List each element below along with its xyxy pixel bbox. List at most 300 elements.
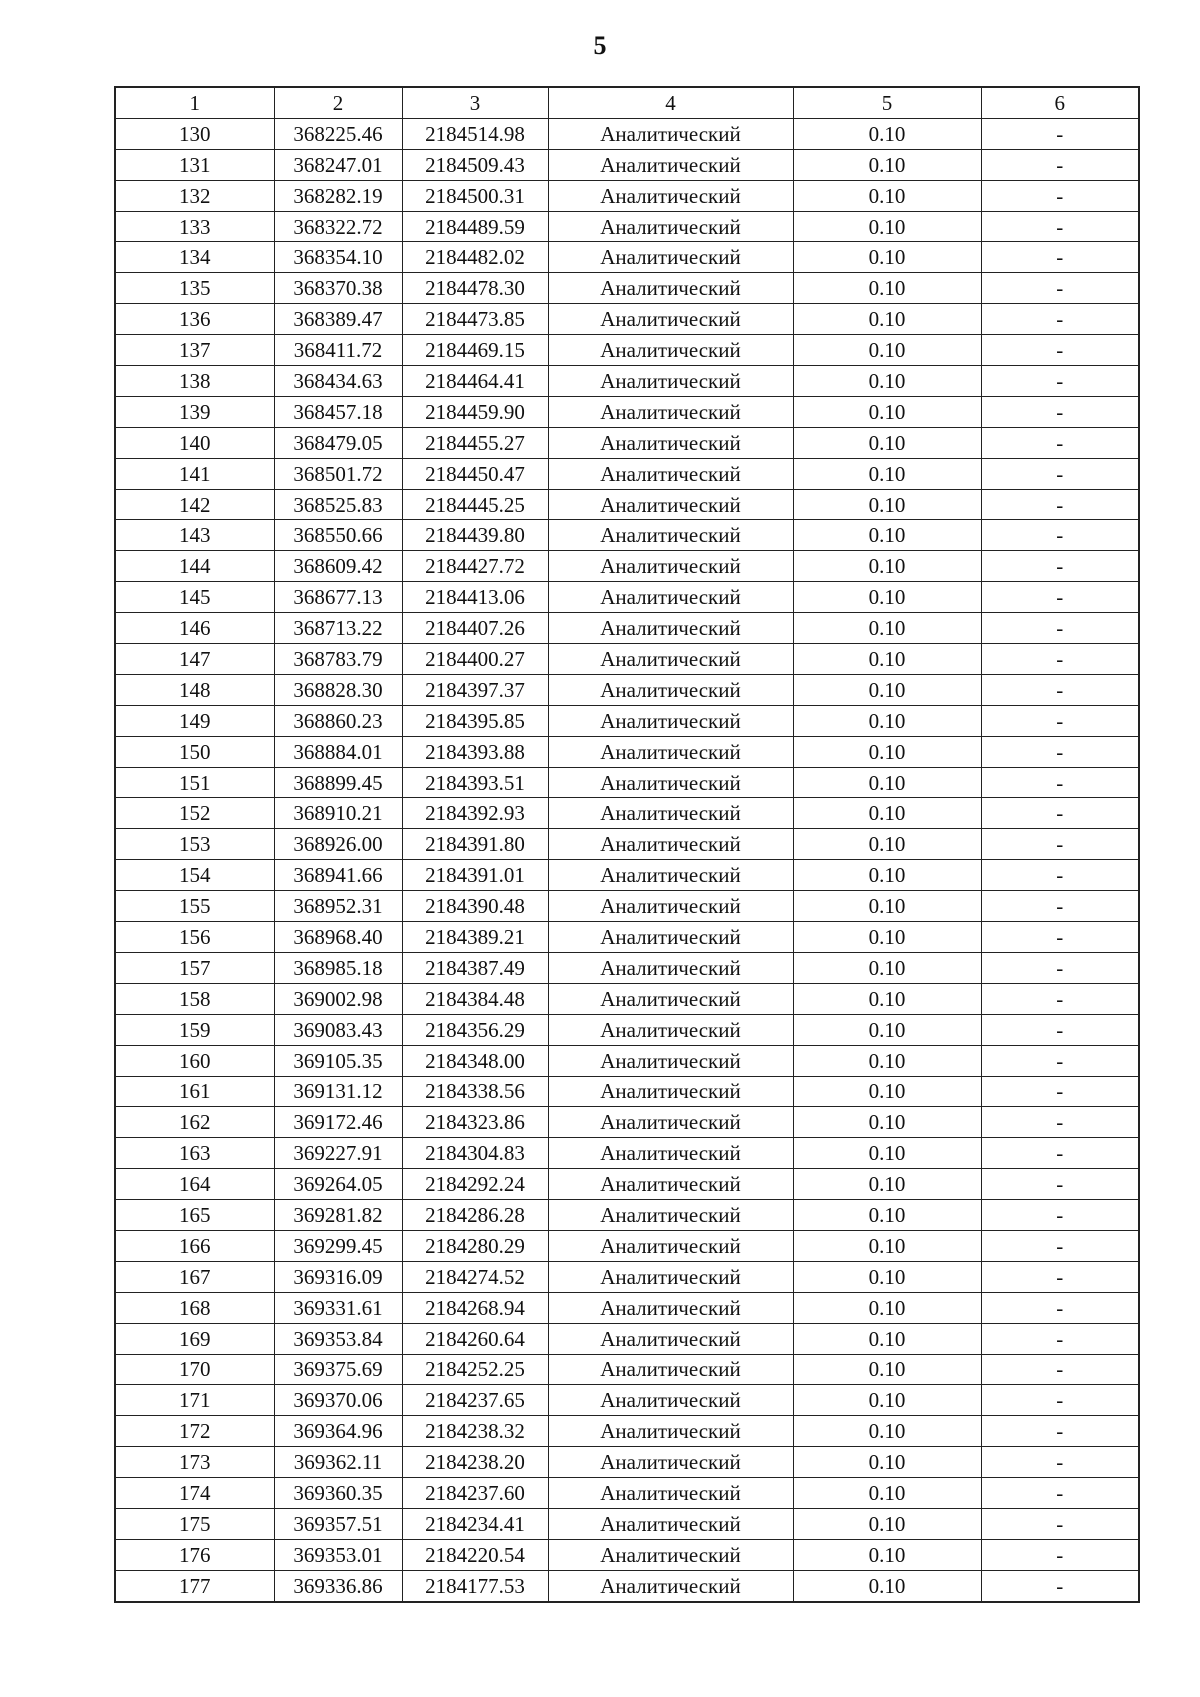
point-number-cell: 151	[115, 767, 274, 798]
accuracy-cell: 0.10	[793, 922, 981, 953]
accuracy-cell: 0.10	[793, 1230, 981, 1261]
note-cell: -	[981, 1447, 1139, 1478]
method-cell: Аналитический	[548, 582, 793, 613]
x-coordinate-cell: 368926.00	[274, 829, 402, 860]
note-cell: -	[981, 1261, 1139, 1292]
accuracy-cell: 0.10	[793, 335, 981, 366]
accuracy-cell: 0.10	[793, 1107, 981, 1138]
x-coordinate-cell: 369353.84	[274, 1323, 402, 1354]
table-row	[115, 582, 1139, 613]
method-cell: Аналитический	[548, 767, 793, 798]
y-coordinate-cell: 2184397.37	[402, 674, 548, 705]
table-row	[115, 1138, 1139, 1169]
accuracy-cell: 0.10	[793, 1447, 981, 1478]
header-cell: 2	[274, 87, 402, 118]
point-number-cell: 157	[115, 952, 274, 983]
method-cell: Аналитический	[548, 1230, 793, 1261]
table-row	[115, 366, 1139, 397]
point-number-cell: 152	[115, 798, 274, 829]
point-number-cell: 167	[115, 1261, 274, 1292]
method-cell: Аналитический	[548, 1107, 793, 1138]
point-number-cell: 173	[115, 1447, 274, 1478]
y-coordinate-cell: 2184407.26	[402, 613, 548, 644]
method-cell: Аналитический	[548, 1354, 793, 1385]
accuracy-cell: 0.10	[793, 1539, 981, 1570]
method-cell: Аналитический	[548, 613, 793, 644]
accuracy-cell: 0.10	[793, 736, 981, 767]
point-number-cell: 138	[115, 366, 274, 397]
accuracy-cell: 0.10	[793, 798, 981, 829]
header-cell: 1	[115, 87, 274, 118]
table-row	[115, 489, 1139, 520]
x-coordinate-cell: 369370.06	[274, 1385, 402, 1416]
note-cell: -	[981, 1169, 1139, 1200]
x-coordinate-cell: 369002.98	[274, 983, 402, 1014]
table-row	[115, 1076, 1139, 1107]
accuracy-cell: 0.10	[793, 551, 981, 582]
method-cell: Аналитический	[548, 180, 793, 211]
header-cell: 6	[981, 87, 1139, 118]
table-row	[115, 1570, 1139, 1601]
method-cell: Аналитический	[548, 1570, 793, 1601]
x-coordinate-cell: 368389.47	[274, 304, 402, 335]
y-coordinate-cell: 2184514.98	[402, 118, 548, 149]
table-row	[115, 1045, 1139, 1076]
x-coordinate-cell: 368985.18	[274, 952, 402, 983]
note-cell: -	[981, 242, 1139, 273]
accuracy-cell: 0.10	[793, 613, 981, 644]
method-cell: Аналитический	[548, 427, 793, 458]
table-row	[115, 922, 1139, 953]
x-coordinate-cell: 369357.51	[274, 1508, 402, 1539]
accuracy-cell: 0.10	[793, 396, 981, 427]
accuracy-cell: 0.10	[793, 458, 981, 489]
point-number-cell: 166	[115, 1230, 274, 1261]
note-cell: -	[981, 366, 1139, 397]
accuracy-cell: 0.10	[793, 211, 981, 242]
y-coordinate-cell: 2184390.48	[402, 891, 548, 922]
accuracy-cell: 0.10	[793, 1014, 981, 1045]
table-row	[115, 1107, 1139, 1138]
x-coordinate-cell: 369360.35	[274, 1478, 402, 1509]
method-cell: Аналитический	[548, 891, 793, 922]
accuracy-cell: 0.10	[793, 1323, 981, 1354]
table-row	[115, 1230, 1139, 1261]
method-cell: Аналитический	[548, 674, 793, 705]
point-number-cell: 153	[115, 829, 274, 860]
header-cell: 5	[793, 87, 981, 118]
method-cell: Аналитический	[548, 1014, 793, 1045]
table-row	[115, 613, 1139, 644]
table-row	[115, 736, 1139, 767]
method-cell: Аналитический	[548, 798, 793, 829]
point-number-cell: 136	[115, 304, 274, 335]
y-coordinate-cell: 2184292.24	[402, 1169, 548, 1200]
note-cell: -	[981, 118, 1139, 149]
method-cell: Аналитический	[548, 211, 793, 242]
table-row	[115, 798, 1139, 829]
table-row	[115, 520, 1139, 551]
y-coordinate-cell: 2184389.21	[402, 922, 548, 953]
point-number-cell: 149	[115, 705, 274, 736]
note-cell: -	[981, 149, 1139, 180]
table-row	[115, 180, 1139, 211]
y-coordinate-cell: 2184323.86	[402, 1107, 548, 1138]
x-coordinate-cell: 369172.46	[274, 1107, 402, 1138]
method-cell: Аналитический	[548, 1478, 793, 1509]
x-coordinate-cell: 368479.05	[274, 427, 402, 458]
method-cell: Аналитический	[548, 1169, 793, 1200]
point-number-cell: 144	[115, 551, 274, 582]
x-coordinate-cell: 368225.46	[274, 118, 402, 149]
table-row	[115, 242, 1139, 273]
method-cell: Аналитический	[548, 644, 793, 675]
accuracy-cell: 0.10	[793, 520, 981, 551]
y-coordinate-cell: 2184274.52	[402, 1261, 548, 1292]
point-number-cell: 140	[115, 427, 274, 458]
method-cell: Аналитический	[548, 1076, 793, 1107]
accuracy-cell: 0.10	[793, 273, 981, 304]
x-coordinate-cell: 369331.61	[274, 1292, 402, 1323]
accuracy-cell: 0.10	[793, 1261, 981, 1292]
accuracy-cell: 0.10	[793, 829, 981, 860]
point-number-cell: 141	[115, 458, 274, 489]
x-coordinate-cell: 368354.10	[274, 242, 402, 273]
method-cell: Аналитический	[548, 304, 793, 335]
x-coordinate-cell: 368828.30	[274, 674, 402, 705]
x-coordinate-cell: 368899.45	[274, 767, 402, 798]
x-coordinate-cell: 368550.66	[274, 520, 402, 551]
x-coordinate-cell: 368370.38	[274, 273, 402, 304]
note-cell: -	[981, 396, 1139, 427]
x-coordinate-cell: 368457.18	[274, 396, 402, 427]
y-coordinate-cell: 2184234.41	[402, 1508, 548, 1539]
point-number-cell: 135	[115, 273, 274, 304]
table-row	[115, 860, 1139, 891]
y-coordinate-cell: 2184489.59	[402, 211, 548, 242]
note-cell: -	[981, 1478, 1139, 1509]
note-cell: -	[981, 1076, 1139, 1107]
x-coordinate-cell: 368282.19	[274, 180, 402, 211]
y-coordinate-cell: 2184500.31	[402, 180, 548, 211]
note-cell: -	[981, 1570, 1139, 1601]
y-coordinate-cell: 2184400.27	[402, 644, 548, 675]
point-number-cell: 156	[115, 922, 274, 953]
note-cell: -	[981, 767, 1139, 798]
y-coordinate-cell: 2184391.01	[402, 860, 548, 891]
note-cell: -	[981, 582, 1139, 613]
y-coordinate-cell: 2184252.25	[402, 1354, 548, 1385]
point-number-cell: 172	[115, 1416, 274, 1447]
y-coordinate-cell: 2184392.93	[402, 798, 548, 829]
note-cell: -	[981, 1539, 1139, 1570]
header-row	[115, 87, 1139, 118]
accuracy-cell: 0.10	[793, 1508, 981, 1539]
note-cell: -	[981, 613, 1139, 644]
accuracy-cell: 0.10	[793, 1045, 981, 1076]
note-cell: -	[981, 829, 1139, 860]
accuracy-cell: 0.10	[793, 983, 981, 1014]
y-coordinate-cell: 2184348.00	[402, 1045, 548, 1076]
x-coordinate-cell: 369299.45	[274, 1230, 402, 1261]
accuracy-cell: 0.10	[793, 304, 981, 335]
note-cell: -	[981, 211, 1139, 242]
table-row	[115, 705, 1139, 736]
point-number-cell: 164	[115, 1169, 274, 1200]
point-number-cell: 177	[115, 1570, 274, 1601]
method-cell: Аналитический	[548, 335, 793, 366]
x-coordinate-cell: 369264.05	[274, 1169, 402, 1200]
y-coordinate-cell: 2184238.32	[402, 1416, 548, 1447]
note-cell: -	[981, 1138, 1139, 1169]
method-cell: Аналитический	[548, 983, 793, 1014]
method-cell: Аналитический	[548, 1323, 793, 1354]
method-cell: Аналитический	[548, 1416, 793, 1447]
y-coordinate-cell: 2184469.15	[402, 335, 548, 366]
point-number-cell: 146	[115, 613, 274, 644]
x-coordinate-cell: 368713.22	[274, 613, 402, 644]
table-row	[115, 304, 1139, 335]
x-coordinate-cell: 368884.01	[274, 736, 402, 767]
method-cell: Аналитический	[548, 1200, 793, 1231]
method-cell: Аналитический	[548, 705, 793, 736]
note-cell: -	[981, 335, 1139, 366]
y-coordinate-cell: 2184509.43	[402, 149, 548, 180]
accuracy-cell: 0.10	[793, 1354, 981, 1385]
point-number-cell: 176	[115, 1539, 274, 1570]
point-number-cell: 162	[115, 1107, 274, 1138]
note-cell: -	[981, 644, 1139, 675]
method-cell: Аналитический	[548, 458, 793, 489]
y-coordinate-cell: 2184220.54	[402, 1539, 548, 1570]
table-body	[115, 118, 1139, 1601]
method-cell: Аналитический	[548, 551, 793, 582]
y-coordinate-cell: 2184427.72	[402, 551, 548, 582]
accuracy-cell: 0.10	[793, 952, 981, 983]
accuracy-cell: 0.10	[793, 705, 981, 736]
note-cell: -	[981, 273, 1139, 304]
y-coordinate-cell: 2184464.41	[402, 366, 548, 397]
y-coordinate-cell: 2184260.64	[402, 1323, 548, 1354]
y-coordinate-cell: 2184237.65	[402, 1385, 548, 1416]
note-cell: -	[981, 705, 1139, 736]
accuracy-cell: 0.10	[793, 860, 981, 891]
table-row	[115, 335, 1139, 366]
note-cell: -	[981, 1014, 1139, 1045]
note-cell: -	[981, 458, 1139, 489]
method-cell: Аналитический	[548, 118, 793, 149]
x-coordinate-cell: 369227.91	[274, 1138, 402, 1169]
accuracy-cell: 0.10	[793, 427, 981, 458]
note-cell: -	[981, 860, 1139, 891]
point-number-cell: 170	[115, 1354, 274, 1385]
x-coordinate-cell: 368501.72	[274, 458, 402, 489]
method-cell: Аналитический	[548, 366, 793, 397]
header-cell: 3	[402, 87, 548, 118]
table-row	[115, 427, 1139, 458]
x-coordinate-cell: 368677.13	[274, 582, 402, 613]
method-cell: Аналитический	[548, 242, 793, 273]
method-cell: Аналитический	[548, 829, 793, 860]
coordinates-table	[114, 86, 1140, 1603]
table-row	[115, 273, 1139, 304]
method-cell: Аналитический	[548, 1292, 793, 1323]
table-row	[115, 1323, 1139, 1354]
accuracy-cell: 0.10	[793, 1169, 981, 1200]
table-row	[115, 952, 1139, 983]
x-coordinate-cell: 369083.43	[274, 1014, 402, 1045]
note-cell: -	[981, 952, 1139, 983]
table-row	[115, 1261, 1139, 1292]
point-number-cell: 175	[115, 1508, 274, 1539]
method-cell: Аналитический	[548, 860, 793, 891]
accuracy-cell: 0.10	[793, 489, 981, 520]
x-coordinate-cell: 369131.12	[274, 1076, 402, 1107]
accuracy-cell: 0.10	[793, 1385, 981, 1416]
accuracy-cell: 0.10	[793, 1292, 981, 1323]
point-number-cell: 154	[115, 860, 274, 891]
y-coordinate-cell: 2184393.88	[402, 736, 548, 767]
y-coordinate-cell: 2184445.25	[402, 489, 548, 520]
accuracy-cell: 0.10	[793, 1416, 981, 1447]
point-number-cell: 171	[115, 1385, 274, 1416]
accuracy-cell: 0.10	[793, 674, 981, 705]
note-cell: -	[981, 1292, 1139, 1323]
y-coordinate-cell: 2184439.80	[402, 520, 548, 551]
x-coordinate-cell: 368910.21	[274, 798, 402, 829]
note-cell: -	[981, 520, 1139, 551]
y-coordinate-cell: 2184286.28	[402, 1200, 548, 1231]
method-cell: Аналитический	[548, 922, 793, 953]
x-coordinate-cell: 368783.79	[274, 644, 402, 675]
y-coordinate-cell: 2184338.56	[402, 1076, 548, 1107]
point-number-cell: 155	[115, 891, 274, 922]
table-row	[115, 551, 1139, 582]
point-number-cell: 159	[115, 1014, 274, 1045]
y-coordinate-cell: 2184268.94	[402, 1292, 548, 1323]
table-row	[115, 1385, 1139, 1416]
note-cell: -	[981, 1354, 1139, 1385]
point-number-cell: 148	[115, 674, 274, 705]
y-coordinate-cell: 2184393.51	[402, 767, 548, 798]
y-coordinate-cell: 2184459.90	[402, 396, 548, 427]
table-row	[115, 211, 1139, 242]
point-number-cell: 168	[115, 1292, 274, 1323]
page-number: 5	[593, 31, 607, 60]
table-row	[115, 1292, 1139, 1323]
table-row	[115, 1169, 1139, 1200]
y-coordinate-cell: 2184473.85	[402, 304, 548, 335]
x-coordinate-cell: 368941.66	[274, 860, 402, 891]
point-number-cell: 147	[115, 644, 274, 675]
x-coordinate-cell: 368411.72	[274, 335, 402, 366]
point-number-cell: 145	[115, 582, 274, 613]
x-coordinate-cell: 369105.35	[274, 1045, 402, 1076]
y-coordinate-cell: 2184177.53	[402, 1570, 548, 1601]
note-cell: -	[981, 1107, 1139, 1138]
y-coordinate-cell: 2184304.83	[402, 1138, 548, 1169]
table-row	[115, 118, 1139, 149]
accuracy-cell: 0.10	[793, 366, 981, 397]
table-row	[115, 1539, 1139, 1570]
x-coordinate-cell: 368968.40	[274, 922, 402, 953]
table-row	[115, 396, 1139, 427]
y-coordinate-cell: 2184280.29	[402, 1230, 548, 1261]
table-row	[115, 644, 1139, 675]
method-cell: Аналитический	[548, 520, 793, 551]
x-coordinate-cell: 368952.31	[274, 891, 402, 922]
point-number-cell: 142	[115, 489, 274, 520]
y-coordinate-cell: 2184237.60	[402, 1478, 548, 1509]
table-row	[115, 1478, 1139, 1509]
table-row	[115, 1200, 1139, 1231]
method-cell: Аналитический	[548, 489, 793, 520]
method-cell: Аналитический	[548, 736, 793, 767]
note-cell: -	[981, 180, 1139, 211]
note-cell: -	[981, 1385, 1139, 1416]
accuracy-cell: 0.10	[793, 118, 981, 149]
x-coordinate-cell: 368525.83	[274, 489, 402, 520]
point-number-cell: 174	[115, 1478, 274, 1509]
note-cell: -	[981, 983, 1139, 1014]
table-row	[115, 1014, 1139, 1045]
method-cell: Аналитический	[548, 1138, 793, 1169]
x-coordinate-cell: 368860.23	[274, 705, 402, 736]
accuracy-cell: 0.10	[793, 149, 981, 180]
point-number-cell: 133	[115, 211, 274, 242]
table-row	[115, 767, 1139, 798]
note-cell: -	[981, 1416, 1139, 1447]
accuracy-cell: 0.10	[793, 1076, 981, 1107]
x-coordinate-cell: 369364.96	[274, 1416, 402, 1447]
note-cell: -	[981, 674, 1139, 705]
accuracy-cell: 0.10	[793, 180, 981, 211]
point-number-cell: 165	[115, 1200, 274, 1231]
y-coordinate-cell: 2184455.27	[402, 427, 548, 458]
note-cell: -	[981, 427, 1139, 458]
accuracy-cell: 0.10	[793, 1200, 981, 1231]
point-number-cell: 130	[115, 118, 274, 149]
y-coordinate-cell: 2184356.29	[402, 1014, 548, 1045]
accuracy-cell: 0.10	[793, 1478, 981, 1509]
table-row	[115, 149, 1139, 180]
y-coordinate-cell: 2184391.80	[402, 829, 548, 860]
accuracy-cell: 0.10	[793, 767, 981, 798]
note-cell: -	[981, 304, 1139, 335]
x-coordinate-cell: 369281.82	[274, 1200, 402, 1231]
y-coordinate-cell: 2184238.20	[402, 1447, 548, 1478]
y-coordinate-cell: 2184384.48	[402, 983, 548, 1014]
x-coordinate-cell: 369362.11	[274, 1447, 402, 1478]
note-cell: -	[981, 1323, 1139, 1354]
point-number-cell: 131	[115, 149, 274, 180]
note-cell: -	[981, 736, 1139, 767]
point-number-cell: 150	[115, 736, 274, 767]
point-number-cell: 139	[115, 396, 274, 427]
y-coordinate-cell: 2184478.30	[402, 273, 548, 304]
point-number-cell: 137	[115, 335, 274, 366]
method-cell: Аналитический	[548, 1261, 793, 1292]
y-coordinate-cell: 2184387.49	[402, 952, 548, 983]
table-row	[115, 1416, 1139, 1447]
table-row	[115, 1354, 1139, 1385]
y-coordinate-cell: 2184450.47	[402, 458, 548, 489]
x-coordinate-cell: 369316.09	[274, 1261, 402, 1292]
note-cell: -	[981, 922, 1139, 953]
method-cell: Аналитический	[548, 396, 793, 427]
y-coordinate-cell: 2184482.02	[402, 242, 548, 273]
accuracy-cell: 0.10	[793, 1570, 981, 1601]
